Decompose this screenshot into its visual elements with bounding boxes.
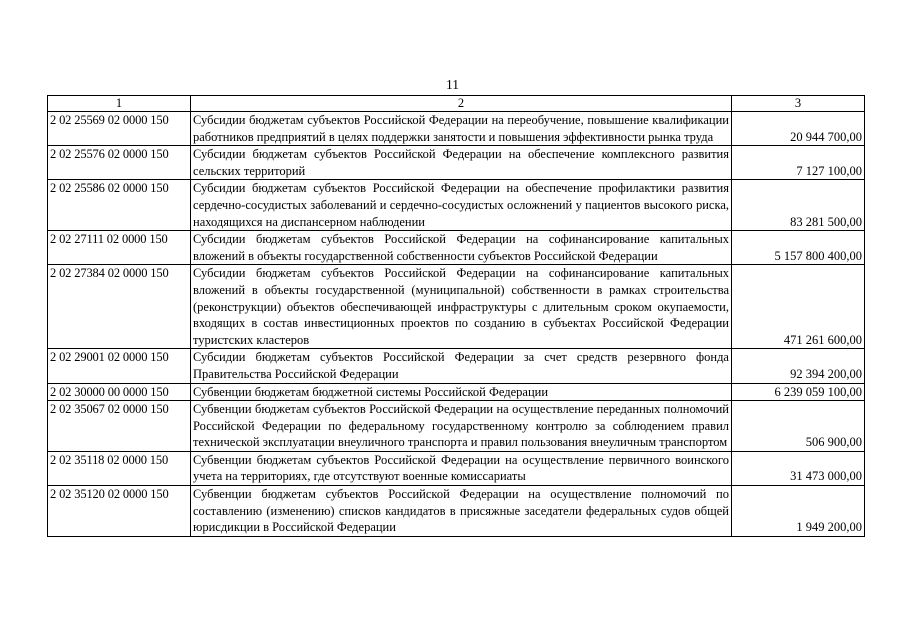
description-cell: Субсидии бюджетам субъектов Российской Федерации на софинансирование капитальных вложений в объекты государственной (муниципальной) собственности в рамках строительства (реконструкции) объектов обеспечивающей инфраструктуры с длительным сроком окупаемости, входящих в состав инвестиционных проектов по созданию в субъектах Российской Федерации туристских кластеров xyxy=(191,265,732,349)
budget-code-cell: 2 02 25576 02 0000 150 xyxy=(48,146,191,180)
table-row xyxy=(48,383,865,401)
amount-cell: 83 281 500,00 xyxy=(732,180,865,231)
amount-cell: 31 473 000,00 xyxy=(732,451,865,485)
budget-code-cell: 2 02 27384 02 0000 150 xyxy=(48,265,191,349)
table-row xyxy=(48,486,865,537)
budget-code-cell: 2 02 25569 02 0000 150 xyxy=(48,112,191,146)
amount-cell: 1 949 200,00 xyxy=(732,486,865,537)
amount-cell: 506 900,00 xyxy=(732,401,865,452)
table-header-row xyxy=(48,96,865,112)
amount-cell: 471 261 600,00 xyxy=(732,265,865,349)
description-cell: Субвенции бюджетам субъектов Российской Федерации на осуществление полномочий по составлению (изменению) списков кандидатов в присяжные заседатели федеральных судов общей юрисдикции в Российской Федерации xyxy=(191,486,732,537)
budget-code-cell: 2 02 35120 02 0000 150 xyxy=(48,486,191,537)
description-cell: Субвенции бюджетам бюджетной системы Российской Федерации xyxy=(191,383,732,401)
amount-cell: 92 394 200,00 xyxy=(732,349,865,383)
description-cell: Субвенции бюджетам субъектов Российской Федерации на осуществление переданных полномочий Российской Федерации по федеральному государственному контролю за соблюдением правил технической эксплуатации внеуличного транспорта и правил пользования внеуличным транспортом xyxy=(191,401,732,452)
description-cell: Субсидии бюджетам субъектов Российской Федерации за счет средств резервного фонда Правительства Российской Федерации xyxy=(191,349,732,383)
table-row xyxy=(48,349,865,383)
table-row xyxy=(48,146,865,180)
budget-code-cell: 2 02 29001 02 0000 150 xyxy=(48,349,191,383)
description-cell: Субсидии бюджетам субъектов Российской Федерации на обеспечение комплексного развития сельских территорий xyxy=(191,146,732,180)
description-cell: Субвенции бюджетам субъектов Российской Федерации на осуществление первичного воинского учета на территориях, где отсутствуют военные комиссариаты xyxy=(191,451,732,485)
budget-code-cell: 2 02 35118 02 0000 150 xyxy=(48,451,191,485)
table-row xyxy=(48,265,865,349)
column-header: 2 xyxy=(191,96,732,112)
amount-cell: 7 127 100,00 xyxy=(732,146,865,180)
budget-table xyxy=(47,95,865,537)
budget-code-cell: 2 02 25586 02 0000 150 xyxy=(48,180,191,231)
amount-cell: 5 157 800 400,00 xyxy=(732,231,865,265)
page-number: 11 xyxy=(446,77,459,92)
budget-code-cell: 2 02 30000 00 0000 150 xyxy=(48,383,191,401)
table-row xyxy=(48,401,865,452)
budget-table-body xyxy=(48,96,865,537)
amount-cell: 20 944 700,00 xyxy=(732,112,865,146)
table-row xyxy=(48,112,865,146)
table-row xyxy=(48,180,865,231)
column-header: 1 xyxy=(48,96,191,112)
amount-cell: 6 239 059 100,00 xyxy=(732,383,865,401)
budget-code-cell: 2 02 35067 02 0000 150 xyxy=(48,401,191,452)
description-cell: Субсидии бюджетам субъектов Российской Федерации на переобучение, повышение квалификации работников предприятий в целях поддержки занятости и повышения эффективности рынка труда xyxy=(191,112,732,146)
table-row xyxy=(48,451,865,485)
description-cell: Субсидии бюджетам субъектов Российской Федерации на обеспечение профилактики развития сердечно-сосудистых заболеваний и сердечно-сосудистых осложнений у пациентов высокого риска, находящихся на диспансерном наблюдении xyxy=(191,180,732,231)
column-header: 3 xyxy=(732,96,865,112)
description-cell: Субсидии бюджетам субъектов Российской Федерации на софинансирование капитальных вложений в объекты государственной собственности субъектов Российской Федерации xyxy=(191,231,732,265)
budget-code-cell: 2 02 27111 02 0000 150 xyxy=(48,231,191,265)
table-row xyxy=(48,231,865,265)
